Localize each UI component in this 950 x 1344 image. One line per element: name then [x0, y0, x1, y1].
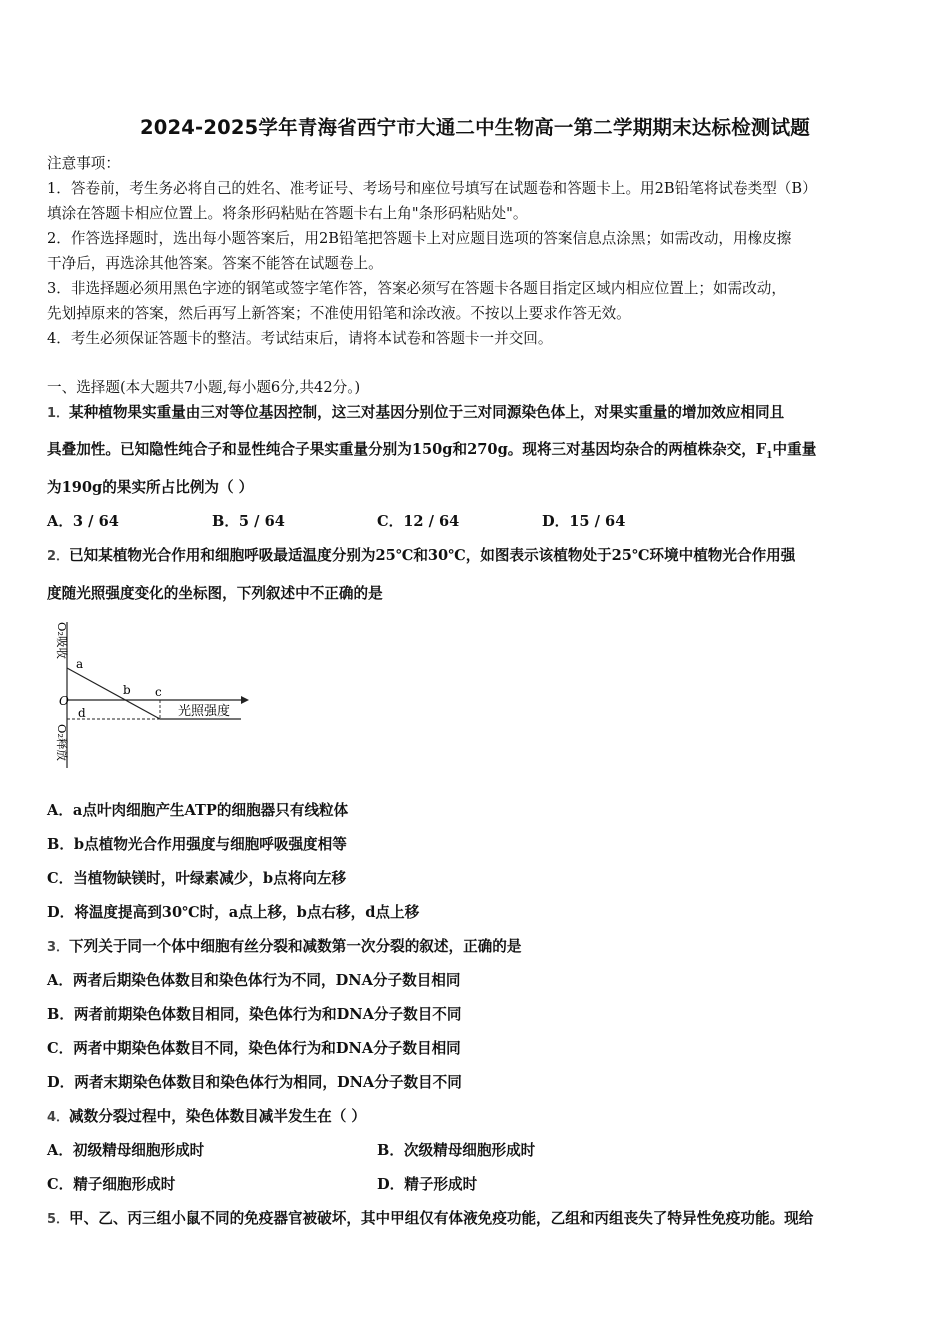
y-axis-top-label: O₂吸收	[55, 622, 69, 660]
question-4-option-b[interactable]: B．次级精母细胞形成时	[377, 1142, 536, 1159]
question-4-stem: 4．减数分裂过程中，染色体数目减半发生在（ ）	[47, 1108, 367, 1125]
origin-label: O	[59, 694, 69, 708]
question-1-option-b[interactable]: B．5 / 64	[212, 513, 285, 530]
question-2-option-b[interactable]: B．b点植物光合作用强度与细胞呼吸强度相等	[47, 836, 347, 853]
question-number: 5．	[47, 1212, 70, 1227]
notice-line: 3．非选择题必须用黑色字迹的钢笔或签字笔作答，答案必须写在答题卡各题目指定区域内相应位置上；如需改动，	[47, 280, 786, 297]
question-4-option-d[interactable]: D．精子形成时	[377, 1176, 478, 1193]
question-1-option-c[interactable]: C．12 / 64	[377, 513, 460, 530]
question-1-stem-cont: 具叠加性。已知隐性纯合子和显性纯合子果实重量分别为150g和270g。现将三对基因均杂合的两植株杂交，$F_1$中重量	[47, 441, 817, 461]
question-3-option-c[interactable]: C．两者中期染色体数目不同，染色体行为和DNA分子数目相同	[47, 1040, 461, 1057]
question-4-option-a[interactable]: A．初级精母细胞形成时	[47, 1142, 205, 1159]
question-4-option-c[interactable]: C．精子细胞形成时	[47, 1176, 176, 1193]
question-number: 2．	[47, 549, 70, 564]
question-5-stem: 5．甲、乙、丙三组小鼠不同的免疫器官被破坏，其中甲组仅有体液免疫功能，乙组和丙组丧失了特异性免疫功能。现给	[47, 1210, 814, 1227]
question-1-option-a[interactable]: A．3 / 64	[47, 513, 119, 530]
x-axis-label: 光照强度	[178, 704, 231, 719]
question-2-option-c[interactable]: C．当植物缺镁时，叶绿素减少，b点将向左移	[47, 870, 347, 887]
question-1-stem: 1．某种植物果实重量由三对等位基因控制，这三对基因分别位于三对同源染色体上，对果实重量的增加效应相同且	[47, 404, 785, 421]
question-2-stem: 2．已知某植物光合作用和细胞呼吸最适温度分别为25℃和30℃，如图表示该植物处于25℃环境中植物光合作用强	[47, 547, 796, 564]
question-number: 4．	[47, 1110, 70, 1125]
page-title: 2024-2025学年青海省西宁市大通二中生物高一第二学期期末达标检测试题	[139, 116, 811, 139]
y-axis-bottom-label: O₂释放	[55, 724, 69, 762]
point-a-label: a	[76, 657, 84, 671]
question-3-option-b[interactable]: B．两者前期染色体数目相同，染色体行为和DNA分子数目不同	[47, 1006, 462, 1023]
notice-line: 4．考生必须保证答题卡的整洁。考试结束后，请将本试卷和答题卡一并交回。	[47, 330, 553, 347]
notice-line: 2．作答选择题时，选出每小题答案后，用2B铅笔把答题卡上对应题目选项的答案信息点涂黑；如需改动，用橡皮擦	[47, 230, 792, 247]
notice-line: 干净后，再选涂其他答案。答案不能答在试题卷上。	[47, 255, 383, 272]
section-heading: 一、选择题(本大题共7小题,每小题6分,共42分。)	[47, 379, 361, 396]
x-axis-arrow-icon	[241, 696, 249, 704]
notice-line: 先划掉原来的答案，然后再写上新答案；不准使用铅笔和涂改液。不按以上要求作答无效。	[47, 305, 631, 322]
question-number: 3．	[47, 940, 70, 955]
question-number: 1．	[47, 406, 70, 421]
question-3-stem: 3．下列关于同一个体中细胞有丝分裂和减数第一次分裂的叙述，正确的是	[47, 938, 522, 955]
question-2-option-d[interactable]: D．将温度提高到30℃时，a点上移，b点右移，d点上移	[47, 904, 420, 921]
question-3-option-d[interactable]: D．两者末期染色体数目和染色体行为相同，DNA分子数目不同	[47, 1074, 462, 1091]
point-c-label: c	[155, 685, 162, 699]
question-1-stem-end: 为190g的果实所占比例为（ ）	[47, 479, 254, 496]
point-b-label: b	[123, 683, 131, 697]
question-2-option-a[interactable]: A．a点叶肉细胞产生ATP的细胞器只有线粒体	[47, 802, 349, 819]
question-1-option-d[interactable]: D．15 / 64	[542, 513, 626, 530]
notice-line: 填涂在答题卡相应位置上。将条形码粘贴在答题卡右上角"条形码粘贴处"。	[47, 205, 528, 222]
question-3-option-a[interactable]: A．两者后期染色体数目和染色体行为不同，DNA分子数目相同	[47, 972, 461, 989]
notice-line: 1．答卷前，考生务必将自己的姓名、准考证号、考场号和座位号填写在试题卷和答题卡上。用2B铅笔将试卷类型（B）	[47, 180, 817, 197]
light-intensity-graph	[45, 618, 255, 778]
point-d-label: d	[78, 706, 86, 720]
notice-heading: 注意事项：	[47, 155, 120, 172]
question-2-stem-cont: 度随光照强度变化的坐标图，下列叙述中不正确的是	[47, 585, 383, 602]
